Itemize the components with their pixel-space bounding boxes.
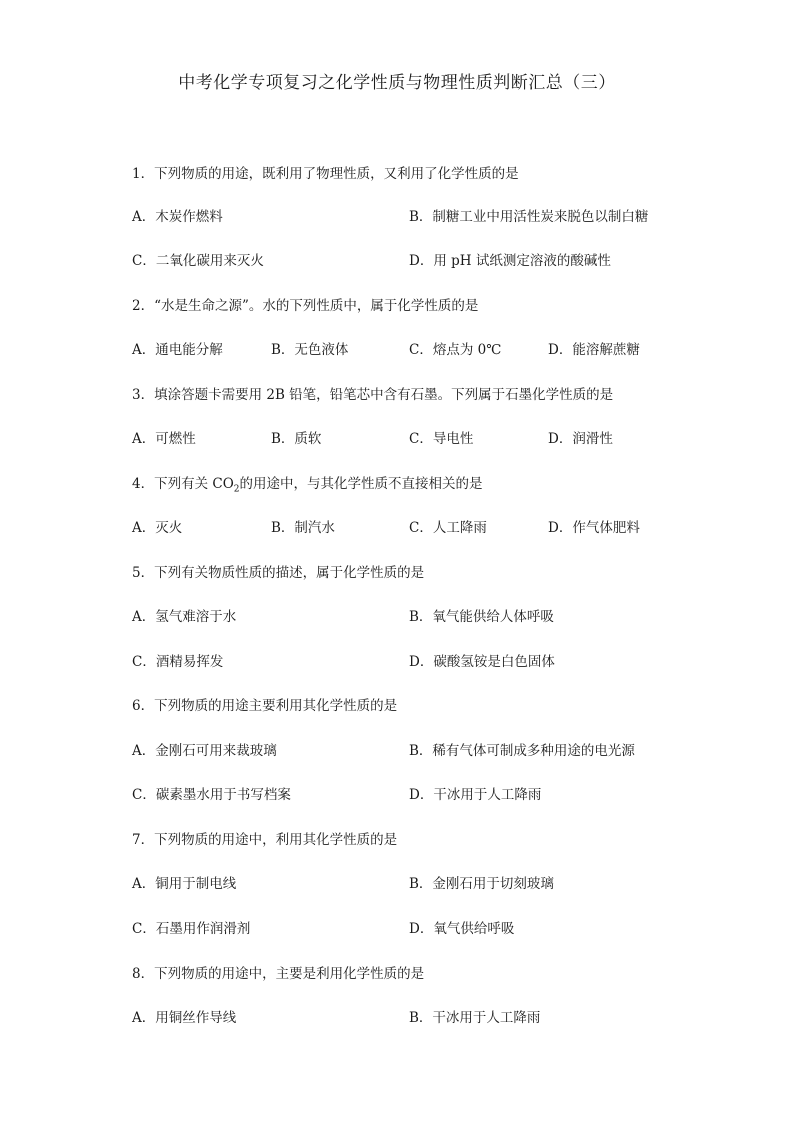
question-8-stem: 8．下列物质的用途中，主要是利用化学性质的是 bbox=[132, 966, 425, 982]
question-6-options-row-2 bbox=[132, 783, 692, 803]
q2-option-a: A．通电能分解 bbox=[132, 342, 223, 358]
q4-option-a: A．灭火 bbox=[132, 520, 183, 536]
q2-option-c: C．熔点为 0℃ bbox=[409, 342, 502, 358]
q7-option-a: A．铜用于制电线 bbox=[132, 876, 237, 892]
q3-option-a: A．可燃性 bbox=[132, 431, 196, 447]
question-1-options-row-2 bbox=[132, 249, 692, 269]
q4-option-b: B．制汽水 bbox=[271, 520, 335, 536]
question-2-options bbox=[132, 338, 692, 358]
q6-option-d: D．干冰用于人工降雨 bbox=[409, 787, 542, 803]
question-6-stem: 6．下列物质的用途主要利用其化学性质的是 bbox=[132, 698, 398, 714]
q2-option-d: D．能溶解蔗糖 bbox=[548, 342, 640, 358]
q4-stem-subscript: 2 bbox=[233, 484, 240, 495]
q4-stem-pre: 4．下列有关 CO bbox=[132, 476, 234, 492]
question-7-options-row-2 bbox=[132, 917, 692, 937]
q7-option-d: D．氧气供给呼吸 bbox=[409, 921, 515, 937]
q2-option-b: B．无色液体 bbox=[271, 342, 349, 358]
q5-option-c: C．酒精易挥发 bbox=[132, 654, 224, 670]
question-5-stem: 5．下列有关物质性质的描述，属于化学性质的是 bbox=[132, 565, 425, 581]
question-5-options-row-1 bbox=[132, 605, 692, 625]
q1-option-a: A．木炭作燃料 bbox=[132, 209, 223, 225]
question-5-options-row-2 bbox=[132, 650, 692, 670]
document-title: 中考化学专项复习之化学性质与物理性质判断汇总（三） bbox=[178, 73, 616, 93]
q5-option-d: D．碳酸氢铵是白色固体 bbox=[409, 654, 555, 670]
question-7-options-row-1 bbox=[132, 872, 692, 892]
q8-option-b: B．干冰用于人工降雨 bbox=[409, 1010, 541, 1026]
question-7-stem: 7．下列物质的用途中，利用其化学性质的是 bbox=[132, 832, 398, 848]
q3-option-d: D．润滑性 bbox=[548, 431, 613, 447]
q5-option-a: A．氢气难溶于水 bbox=[132, 609, 237, 625]
q3-option-b: B．质软 bbox=[271, 431, 322, 447]
q8-option-a: A．用铜丝作导线 bbox=[132, 1010, 237, 1026]
question-4-options bbox=[132, 516, 692, 536]
q4-option-c: C．人工降雨 bbox=[409, 520, 487, 536]
question-6-options-row-1 bbox=[132, 739, 692, 759]
q3-option-c: C．导电性 bbox=[409, 431, 474, 447]
question-1-options-row-1 bbox=[132, 205, 692, 225]
q6-option-b: B．稀有气体可制成多种用途的电光源 bbox=[409, 743, 635, 759]
q4-option-d: D．作气体肥料 bbox=[548, 520, 640, 536]
q6-option-c: C．碳素墨水用于书写档案 bbox=[132, 787, 291, 803]
q1-option-d: D．用 pH 试纸测定溶液的酸碱性 bbox=[409, 253, 611, 269]
question-2-stem: 2．“水是生命之源”。水的下列性质中，属于化学性质的是 bbox=[132, 298, 479, 314]
question-3-stem: 3．填涂答题卡需要用 2B 铅笔，铅笔芯中含有石墨。下列属于石墨化学性质的是 bbox=[132, 387, 614, 403]
q6-option-a: A．金刚石可用来裁玻璃 bbox=[132, 743, 277, 759]
q7-option-c: C．石墨用作润滑剂 bbox=[132, 921, 251, 937]
q1-option-c: C．二氧化碳用来灭火 bbox=[132, 253, 264, 269]
q4-stem-post: 的用途中，与其化学性质不直接相关的是 bbox=[239, 476, 483, 492]
question-3-options bbox=[132, 427, 692, 447]
question-8-options-row-1 bbox=[132, 1006, 692, 1026]
question-4-stem bbox=[132, 472, 483, 495]
q7-option-b: B．金刚石用于切刻玻璃 bbox=[409, 876, 554, 892]
q5-option-b: B．氧气能供给人体呼吸 bbox=[409, 609, 554, 625]
question-1-stem: 1．下列物质的用途，既利用了物理性质，又利用了化学性质的是 bbox=[132, 166, 519, 182]
q1-option-b: B．制糖工业中用活性炭来脱色以制白糖 bbox=[409, 209, 649, 225]
